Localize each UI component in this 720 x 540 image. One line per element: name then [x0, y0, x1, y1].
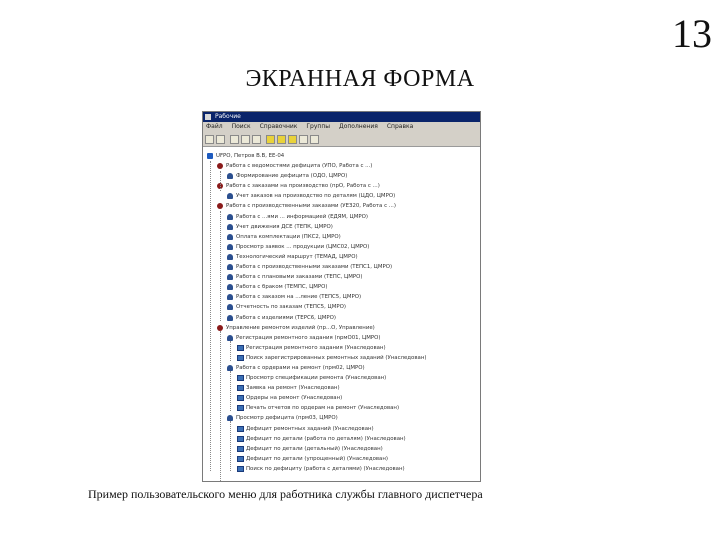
- tree-item[interactable]: [203, 201, 480, 211]
- tree-item-label: Работа с ведомостями дефицита (УПО, Работа с ...): [226, 163, 373, 170]
- window-title: Рабочие: [215, 113, 241, 120]
- tree-item[interactable]: [203, 434, 480, 444]
- menu-extras[interactable]: Дополнения: [339, 123, 378, 130]
- cut-icon[interactable]: [230, 135, 239, 144]
- group-folder-icon: [217, 325, 223, 331]
- user-task-icon: [227, 244, 233, 250]
- tree-item-label: Дефицит ремонтных заданий (Унаследован): [246, 425, 374, 432]
- tree-item-label: Учет движения ДСЕ (ТЕПК, ЦМРО): [236, 223, 333, 230]
- print-icon[interactable]: [205, 135, 214, 144]
- tree-item-label: Формирование дефицита (ОДО, ЦМРО): [236, 173, 348, 180]
- tree-item-label: Регистрация ремонтного задания (nрмО01, ЦМРО): [236, 334, 381, 341]
- tree-item-label: Дефицит по детали (упрощенный) (Унаследован): [246, 455, 388, 462]
- form-icon: [237, 385, 244, 391]
- tree-item[interactable]: [203, 393, 480, 403]
- user-task-icon: [227, 234, 233, 240]
- folder-icon[interactable]: [266, 135, 275, 144]
- slide-title: ЭКРАННАЯ ФОРМА: [245, 66, 475, 92]
- tree-item[interactable]: [203, 302, 480, 312]
- tree-item[interactable]: [203, 353, 480, 363]
- tree-item-label: Работа с заказами на производство (прО, Работа с ...): [226, 183, 380, 190]
- caption: Пример пользовательского меню для работника службы главного диспетчера: [88, 487, 483, 501]
- menu-tree: [203, 147, 480, 474]
- user-root-icon: [207, 153, 213, 159]
- user-task-icon: [227, 193, 233, 199]
- tree-item[interactable]: [203, 222, 480, 232]
- app-icon: [205, 114, 211, 120]
- tree-item-label: Поиск по дефициту (работа с деталями) (Унаследован): [246, 465, 405, 472]
- tree-item[interactable]: [203, 171, 480, 181]
- user-task-icon: [227, 274, 233, 280]
- tree-item[interactable]: [203, 232, 480, 242]
- tree-item[interactable]: [203, 403, 480, 413]
- tree-item-label: Работа с заказом на ...ление (ТЕПС5, ЦМРО): [236, 294, 362, 301]
- group-folder-icon: [217, 203, 223, 209]
- user-task-icon: [227, 254, 233, 260]
- tree-item[interactable]: [203, 343, 480, 353]
- tree-item[interactable]: [203, 151, 480, 161]
- tree-connector: [230, 421, 231, 471]
- tree-item-label: Работа с ордерами на ремонт (прм02, ЦМРО): [236, 364, 365, 371]
- tree-item[interactable]: [203, 383, 480, 393]
- tree-item-label: Технологический маршрут (ТЕМАД, ЦМРО): [236, 253, 358, 260]
- tree-item[interactable]: [203, 413, 480, 423]
- tree-item[interactable]: [203, 282, 480, 292]
- form-icon: [237, 466, 244, 472]
- tree-item-label: Управление ремонтом изделий (пр...О, Управление): [226, 324, 375, 331]
- user-task-icon: [227, 315, 233, 321]
- tree-item-label: Работа с браком (ТЕМПС, ЦМРО): [236, 284, 328, 291]
- tree-item-label: Оплата комплектации (ПКС2, ЦМРО): [236, 233, 341, 240]
- tree-item[interactable]: [203, 252, 480, 262]
- menu-search[interactable]: Поиск: [231, 123, 251, 130]
- tree-item-label: UFPO, Петров В.В, ЕЕ-04: [216, 153, 285, 159]
- tree-item-label: Просмотр заявок ... продукции (ЦМС02, ЦМРО): [236, 243, 370, 250]
- tree-item[interactable]: [203, 373, 480, 383]
- tree-item-label: Печать отчетов по ордерам на ремонт (Унаследован): [246, 405, 400, 412]
- menu-groups[interactable]: Группы: [306, 123, 330, 130]
- tree-item-label: Работа с ...ями ... информацией (ЕДЯМ, ЦМРО): [236, 213, 368, 220]
- form-icon: [237, 375, 244, 381]
- user-task-icon: [227, 214, 233, 220]
- tree-item[interactable]: [203, 242, 480, 252]
- tree-item[interactable]: [203, 464, 480, 474]
- tree-item[interactable]: [203, 292, 480, 302]
- tree-item-label: Дефицит по детали (работа по деталям) (Унаследован): [246, 435, 406, 442]
- tree-item-label: Дефицит по детали (детальный) (Унаследован): [246, 445, 383, 452]
- tree-item[interactable]: [203, 333, 480, 343]
- document-icon[interactable]: [277, 135, 286, 144]
- user-task-icon: [227, 284, 233, 290]
- tree-item-label: Ордеры на ремонт (Унаследован): [246, 395, 343, 402]
- form-icon: [237, 426, 244, 432]
- tree-connector: [230, 341, 231, 361]
- tree-item[interactable]: [203, 444, 480, 454]
- tree-item-label: Отчетность по заказам (ТЕПС5, ЦМРО): [236, 304, 346, 311]
- tree-item-label: Работа с производственными заказами (ТЕПС1, ЦМРО): [236, 264, 393, 271]
- edit-document-icon[interactable]: [288, 135, 297, 144]
- menu-help[interactable]: Справка: [386, 123, 414, 130]
- menu-file[interactable]: Файл: [206, 123, 223, 130]
- tree-item[interactable]: [203, 262, 480, 272]
- tree-connector: [220, 331, 221, 481]
- user-task-icon: [227, 335, 233, 341]
- tree-item-label: Учет заказов на производство по деталям (ЦДО, ЦМРО): [236, 193, 396, 200]
- properties-icon[interactable]: [299, 135, 308, 144]
- user-task-icon: [227, 264, 233, 270]
- form-icon: [237, 446, 244, 452]
- window-titlebar: [203, 112, 480, 122]
- form-icon: [237, 405, 244, 411]
- tree-item-label: Работа с плановыми заказами (ТЕПС, ЦМРО): [236, 274, 363, 281]
- tree-item-label: Работа с производственными заказами (УЕЗ20, Работа с ...): [226, 203, 396, 210]
- user-task-icon: [227, 294, 233, 300]
- refresh-icon[interactable]: [310, 135, 319, 144]
- form-icon: [237, 355, 244, 361]
- form-icon: [237, 345, 244, 351]
- page-number: 13: [672, 11, 712, 56]
- group-folder-icon: [217, 163, 223, 169]
- search-icon[interactable]: [216, 135, 225, 144]
- tree-item-label: Работа с изделиями (ТЕРС6, ЦМРО): [236, 314, 337, 321]
- tree-item-label: Регистрация ремонтного задания (Унаследован): [246, 344, 386, 351]
- tree-item-label: Поиск зарегистрированных ремонтных заданий (Унаследован): [246, 354, 427, 361]
- tree-item[interactable]: [203, 181, 480, 191]
- menu-reference[interactable]: Справочник: [259, 123, 298, 130]
- user-task-icon: [227, 304, 233, 310]
- tree-item[interactable]: [203, 363, 480, 373]
- tree-item[interactable]: [203, 212, 480, 222]
- tree-item-label: Просмотр дефицита (прм03, ЦМРО): [236, 415, 338, 422]
- application-window: [202, 111, 481, 482]
- paste-icon[interactable]: [252, 135, 261, 144]
- toolbar: [203, 132, 480, 147]
- tree-item-label: Просмотр спецификации ремонта (Унаследован): [246, 375, 387, 382]
- tree-item[interactable]: [203, 191, 480, 201]
- tree-item[interactable]: [203, 313, 480, 323]
- form-icon: [237, 395, 244, 401]
- tree-item[interactable]: [203, 454, 480, 464]
- user-task-icon: [227, 224, 233, 230]
- copy-icon[interactable]: [241, 135, 250, 144]
- form-icon: [237, 436, 244, 442]
- user-task-icon: [227, 173, 233, 179]
- tree-connector: [220, 211, 221, 321]
- tree-item[interactable]: [203, 272, 480, 282]
- tree-item[interactable]: [203, 323, 480, 333]
- tree-item[interactable]: [203, 424, 480, 434]
- tree-item[interactable]: [203, 161, 480, 171]
- tree-item-label: Заявка на ремонт (Унаследован): [246, 385, 340, 392]
- tree-connector: [210, 161, 211, 471]
- tree-connector: [230, 371, 231, 411]
- form-icon: [237, 456, 244, 462]
- menu-bar: [203, 122, 480, 132]
- tree-connector: [220, 171, 221, 191]
